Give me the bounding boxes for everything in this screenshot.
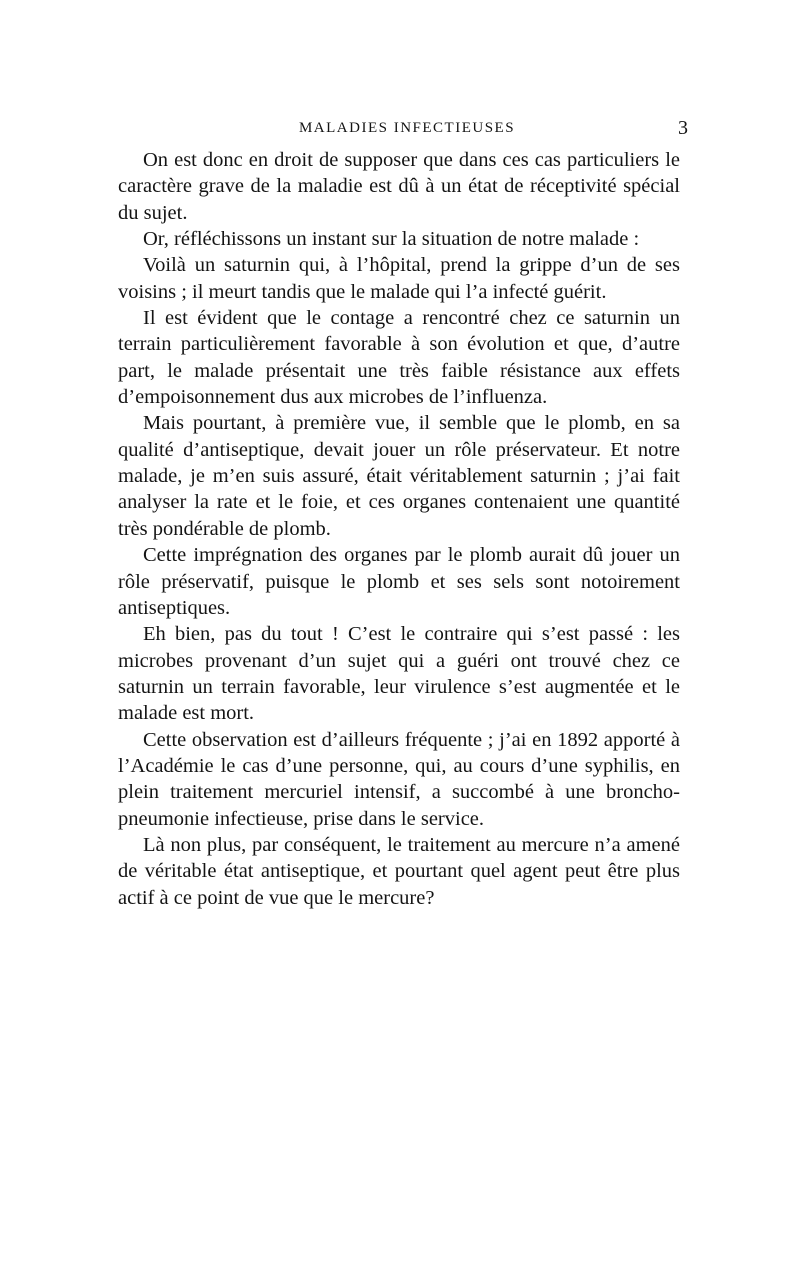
paragraph-5: Mais pourtant, à première vue, il semble que le plomb, en sa qualité d’antiseptique, devait jouer un rôle préservateur. Et notre malade, je m’en suis assuré, était véritablement saturnin ; j’ai fait analyser la rate et le foie, et ces organes contenaient une quantité très pondérable de plomb.	[118, 412, 680, 540]
paragraph-1: On est donc en droit de supposer que dans ces cas particuliers le caractère grave de la maladie est dû à un état de réceptivité spécial du sujet.	[118, 149, 680, 224]
running-header	[0, 116, 800, 140]
paragraph-4: Il est évident que le contage a rencontré chez ce saturnin un terrain particulièrement favorable à son évolution et que, d’autre part, le malade présentait une très faible résistance aux effets d’empoisonnement dus aux microbes de l’influenza.	[118, 307, 680, 409]
body-text	[118, 147, 680, 911]
paragraph-9: Là non plus, par conséquent, le traitement au mercure n’a amené de véritable état antiseptique, et pourtant quel agent peut être plus actif à ce point de vue que le mercure?	[118, 833, 680, 909]
paragraph-7: Eh bien, pas du tout ! C’est le contraire qui s’est passé : les microbes provenant d’un sujet qui a guéri ont trouvé chez ce saturnin un terrain favorable, leur virulence s’est augmentée et le malade est mort.	[118, 623, 680, 725]
paragraph-3: Voilà un saturnin qui, à l’hôpital, prend la grippe d’un de ses voisins ; il meurt tandis que le malade qui l’a infecté guérit.	[118, 254, 680, 303]
paragraph-8: Cette observation est d’ailleurs fréquente ; j’ai en 1892 apporté à l’Académie le cas d’une personne, qui, au cours d’une syphilis, en plein traitement mercuriel intensif, a succombé à une broncho-pneumonie infectieuse, prise dans le service.	[118, 728, 680, 830]
paragraph-2: Or, réfléchissons un instant sur la situation de notre malade :	[143, 228, 640, 251]
paragraph-6: Cette imprégnation des organes par le plomb aurait dû jouer un rôle préservatif, puisque le plomb et ses sels sont notoirement antiseptiques.	[118, 544, 680, 619]
running-head-title: MALADIES INFECTIEUSES	[298, 120, 516, 136]
page-number: 3	[678, 117, 688, 139]
